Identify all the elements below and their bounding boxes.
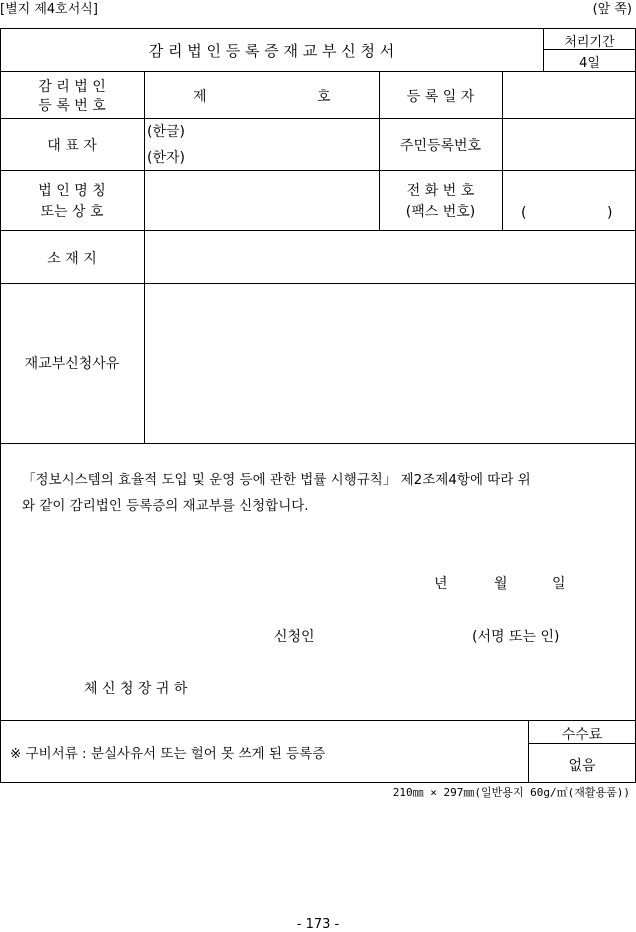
date-month-label: 월 xyxy=(494,576,508,592)
reg-date-label: 등 록 일 자 xyxy=(406,89,475,105)
reg-no-suffix: 호 xyxy=(317,89,331,105)
reg-no-field[interactable] xyxy=(145,72,379,118)
page-side: (앞 쪽) xyxy=(592,2,632,17)
representative-label: 대 표 자 xyxy=(47,138,97,154)
representative-name-field[interactable] xyxy=(195,119,379,170)
rep-hangul-label: (한글) xyxy=(147,124,185,140)
resident-no-label: 주민등록번호 xyxy=(399,138,482,154)
corp-name-field[interactable] xyxy=(145,171,379,230)
phone-label-line2: (팩스 번호) xyxy=(405,204,476,220)
statement-line1: 「정보시스템의 효율적 도입 및 운영 등에 관한 법률 시행규칙」 제2조제4항에 따라 위 xyxy=(22,472,531,488)
processing-period-label: 처리기간 xyxy=(564,35,615,50)
reg-no-label-line2: 등 록 번 호 xyxy=(38,98,106,114)
page-number: - 173 - xyxy=(296,917,340,932)
paper-spec: 210㎜ × 297㎜(일반용지 60g/㎡(재활용품)) xyxy=(392,786,630,799)
form-title: 감 리 법 인 등 록 증 재 교 부 신 청 서 xyxy=(148,42,395,60)
address-field[interactable] xyxy=(145,231,635,283)
resident-no-field[interactable] xyxy=(503,119,635,170)
fee-label: 수수료 xyxy=(561,727,603,743)
fee-value: 없음 xyxy=(568,758,596,774)
corp-name-label-line2: 또는 상 호 xyxy=(40,204,104,220)
reason-label: 재교부신청사유 xyxy=(24,356,120,372)
statement-line2: 와 같이 감리법인 등록증의 재교부를 신청합니다. xyxy=(22,498,309,514)
corp-name-label-line1: 법 인 명 칭 xyxy=(38,183,106,199)
phone-field[interactable] xyxy=(503,171,635,230)
address-label: 소 재 지 xyxy=(47,251,97,267)
reg-no-label-line1: 감 리 법 인 xyxy=(38,79,106,95)
addressee: 체 신 청 장 귀 하 xyxy=(84,681,188,697)
applicant-label: 신청인 xyxy=(274,629,315,645)
reg-no-prefix: 제 xyxy=(193,89,207,105)
reg-date-field[interactable] xyxy=(503,72,635,118)
date-day-label: 일 xyxy=(552,576,566,592)
processing-period-value: 4일 xyxy=(579,56,600,71)
reason-field[interactable] xyxy=(145,284,635,443)
rep-hanja-label: (한자) xyxy=(147,150,185,166)
phone-paren-close: ) xyxy=(607,205,613,221)
date-year-label: 년 xyxy=(434,576,448,592)
phone-label-line1: 전 화 번 호 xyxy=(406,183,475,199)
signature-label: (서명 또는 인) xyxy=(472,629,560,645)
form-number: [별지 제4호서식] xyxy=(0,2,98,17)
required-documents: ※ 구비서류 : 분실사유서 또는 헐어 못 쓰게 된 등록증 xyxy=(10,746,326,762)
phone-paren-open: ( xyxy=(521,205,527,221)
